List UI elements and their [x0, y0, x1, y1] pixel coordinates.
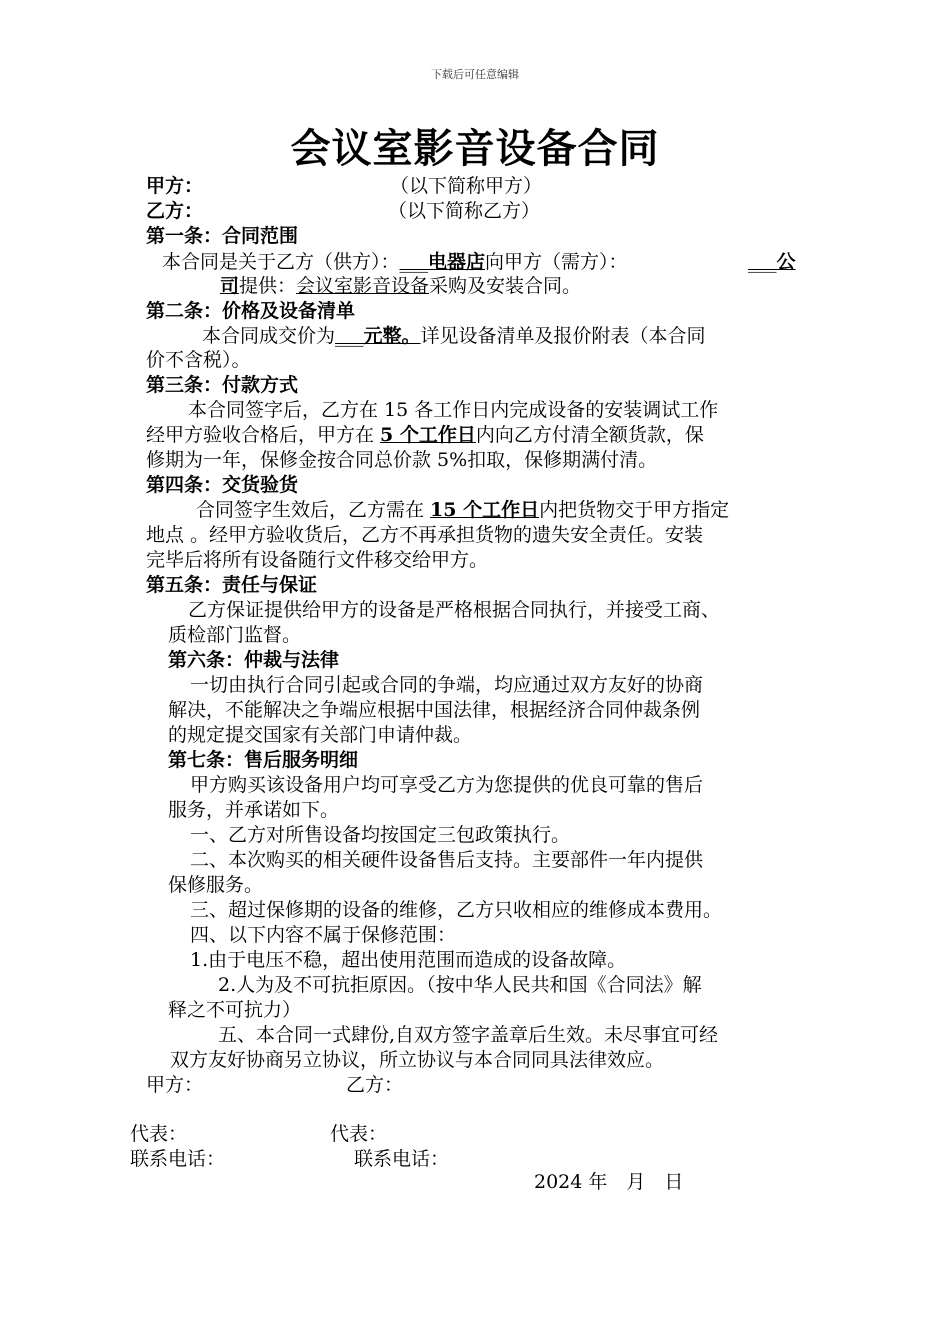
section-6-line-3: 的规定提交国家有关部门申请仲裁。 [168, 724, 473, 746]
section-7-item-3: 三、超过保修期的设备的维修，乙方只收相应的维修成本费用。 [190, 899, 723, 921]
section-7-heading: 第七条：售后服务明细 [168, 749, 359, 771]
sign-phone-a: 联系电话： [130, 1148, 226, 1170]
project-name: 会议室影音设备 [296, 275, 430, 297]
section-1-line-1 [162, 250, 628, 274]
section-2-line-1 [202, 324, 706, 348]
sign-party-a: 甲方： [146, 1074, 204, 1096]
party-a-note: （以下简称甲方） [390, 175, 543, 197]
section-2-line-2: 价不含税）。 [146, 349, 251, 371]
section-2-text-2: 详见设备清单及报价附表（本合同 [420, 325, 706, 347]
section-2-heading: 第二条：价格及设备清单 [146, 300, 356, 322]
section-2-text-1: 本合同成交价为 [202, 325, 336, 347]
section-7-item-4-2: 2.人为及不可抗拒原因。（按中华人民共和国《合同法》解 [218, 974, 702, 996]
store-name: 电器店 [428, 251, 486, 273]
party-b-label: 乙方： [146, 200, 204, 222]
party-b-note: （以下简称乙方） [388, 200, 541, 222]
section-5-line-2: 质检部门监督。 [168, 624, 302, 646]
section-7-item-2-cont: 保修服务。 [168, 874, 264, 896]
section-4-heading: 第四条：交货验货 [146, 474, 299, 496]
company-name-part-2: 司 [220, 275, 240, 297]
section-7-item-4-2-cont: 释之不可抗力） [168, 999, 302, 1021]
sign-date: 2024 年 月 日 [534, 1171, 684, 1193]
sign-phone-b: 联系电话： [354, 1148, 450, 1170]
section-4-line-2: 地点 。经甲方验收货后，乙方不再承担货物的遗失安全责任。安装 [146, 524, 704, 546]
store-blank: ___ [399, 251, 429, 273]
company-name-part-1: ___公 [748, 251, 796, 273]
section-7-item-5: 五、本合同一式肆份,自双方签字盖章后生效。未尽事宜可经 [218, 1024, 719, 1046]
sign-rep-b: 代表： [330, 1123, 388, 1145]
company-blank: ___ [748, 251, 777, 273]
section-1-text-2: 向甲方（需方）： [485, 251, 628, 273]
amount-blank: ___ [335, 325, 364, 347]
section-3-line-1: 本合同签字后，乙方在 15 各工作日内完成设备的安装调试工作 [188, 399, 719, 421]
section-4-line-3: 完毕后将所有设备随行文件移交给甲方。 [146, 549, 489, 571]
section-1-text-3: 提供： [239, 275, 297, 297]
section-1-text-1: 本合同是关于乙方（供方）： [162, 251, 400, 273]
section-6-line-1: 一切由执行合同引起或合同的争端，均应通过双方友好的协商 [190, 674, 704, 696]
section-1-heading: 第一条：合同范围 [146, 225, 299, 247]
section-7-line-2: 服务，并承诺如下。 [168, 799, 340, 821]
section-3-line-3: 修期为一年，保修金按合同总价款 5%扣取，保修期满付清。 [146, 449, 658, 471]
header-note: 下载后可任意编辑 [431, 68, 519, 81]
party-a-label: 甲方： [146, 175, 204, 197]
section-7-item-5-cont: 双方友好协商另立协议，所立协议与本合同同具法律效应。 [170, 1049, 665, 1071]
section-6-heading: 第六条：仲裁与法律 [168, 649, 340, 671]
section-7-item-2: 二、本次购买的相关硬件设备售后支持。主要部件一年内提供 [190, 849, 704, 871]
delivery-days: 15 个工作日 [430, 499, 540, 521]
section-7-item-4-1: 1.由于电压不稳，超出使用范围而造成的设备故障。 [190, 949, 627, 971]
amount-unit: 元整。 [363, 325, 421, 347]
payment-days: 5 个工作日 [380, 424, 476, 446]
section-5-heading: 第五条：责任与保证 [146, 574, 318, 596]
section-7-item-4: 四、以下内容不属于保修范围： [190, 924, 457, 946]
sign-rep-a: 代表： [130, 1123, 188, 1145]
page-title: 会议室影音设备合同 [290, 125, 660, 172]
section-1-line-2 [220, 274, 581, 298]
section-5-line-1: 乙方保证提供给甲方的设备是严格根据合同执行，并接受工商、 [188, 599, 721, 621]
section-6-line-2: 解决，不能解决之争端应根据中国法律，根据经济合同仲裁条例 [168, 699, 701, 721]
section-1-text-4: 采购及安装合同。 [429, 275, 582, 297]
sign-party-b: 乙方： [346, 1074, 404, 1096]
section-7-item-1: 一、乙方对所售设备均按国定三包政策执行。 [190, 824, 571, 846]
section-7-line-1: 甲方购买该设备用户均可享受乙方为您提供的优良可靠的售后 [190, 774, 704, 796]
section-3-heading: 第三条：付款方式 [146, 374, 299, 396]
section-3-line-2: 经甲方验收合格后，甲方在 5 个工作日内向乙方付清全额货款，保 [146, 424, 704, 446]
section-4-line-1: 合同签字生效后，乙方需在 15 个工作日内把货物交于甲方指定 [196, 499, 730, 521]
